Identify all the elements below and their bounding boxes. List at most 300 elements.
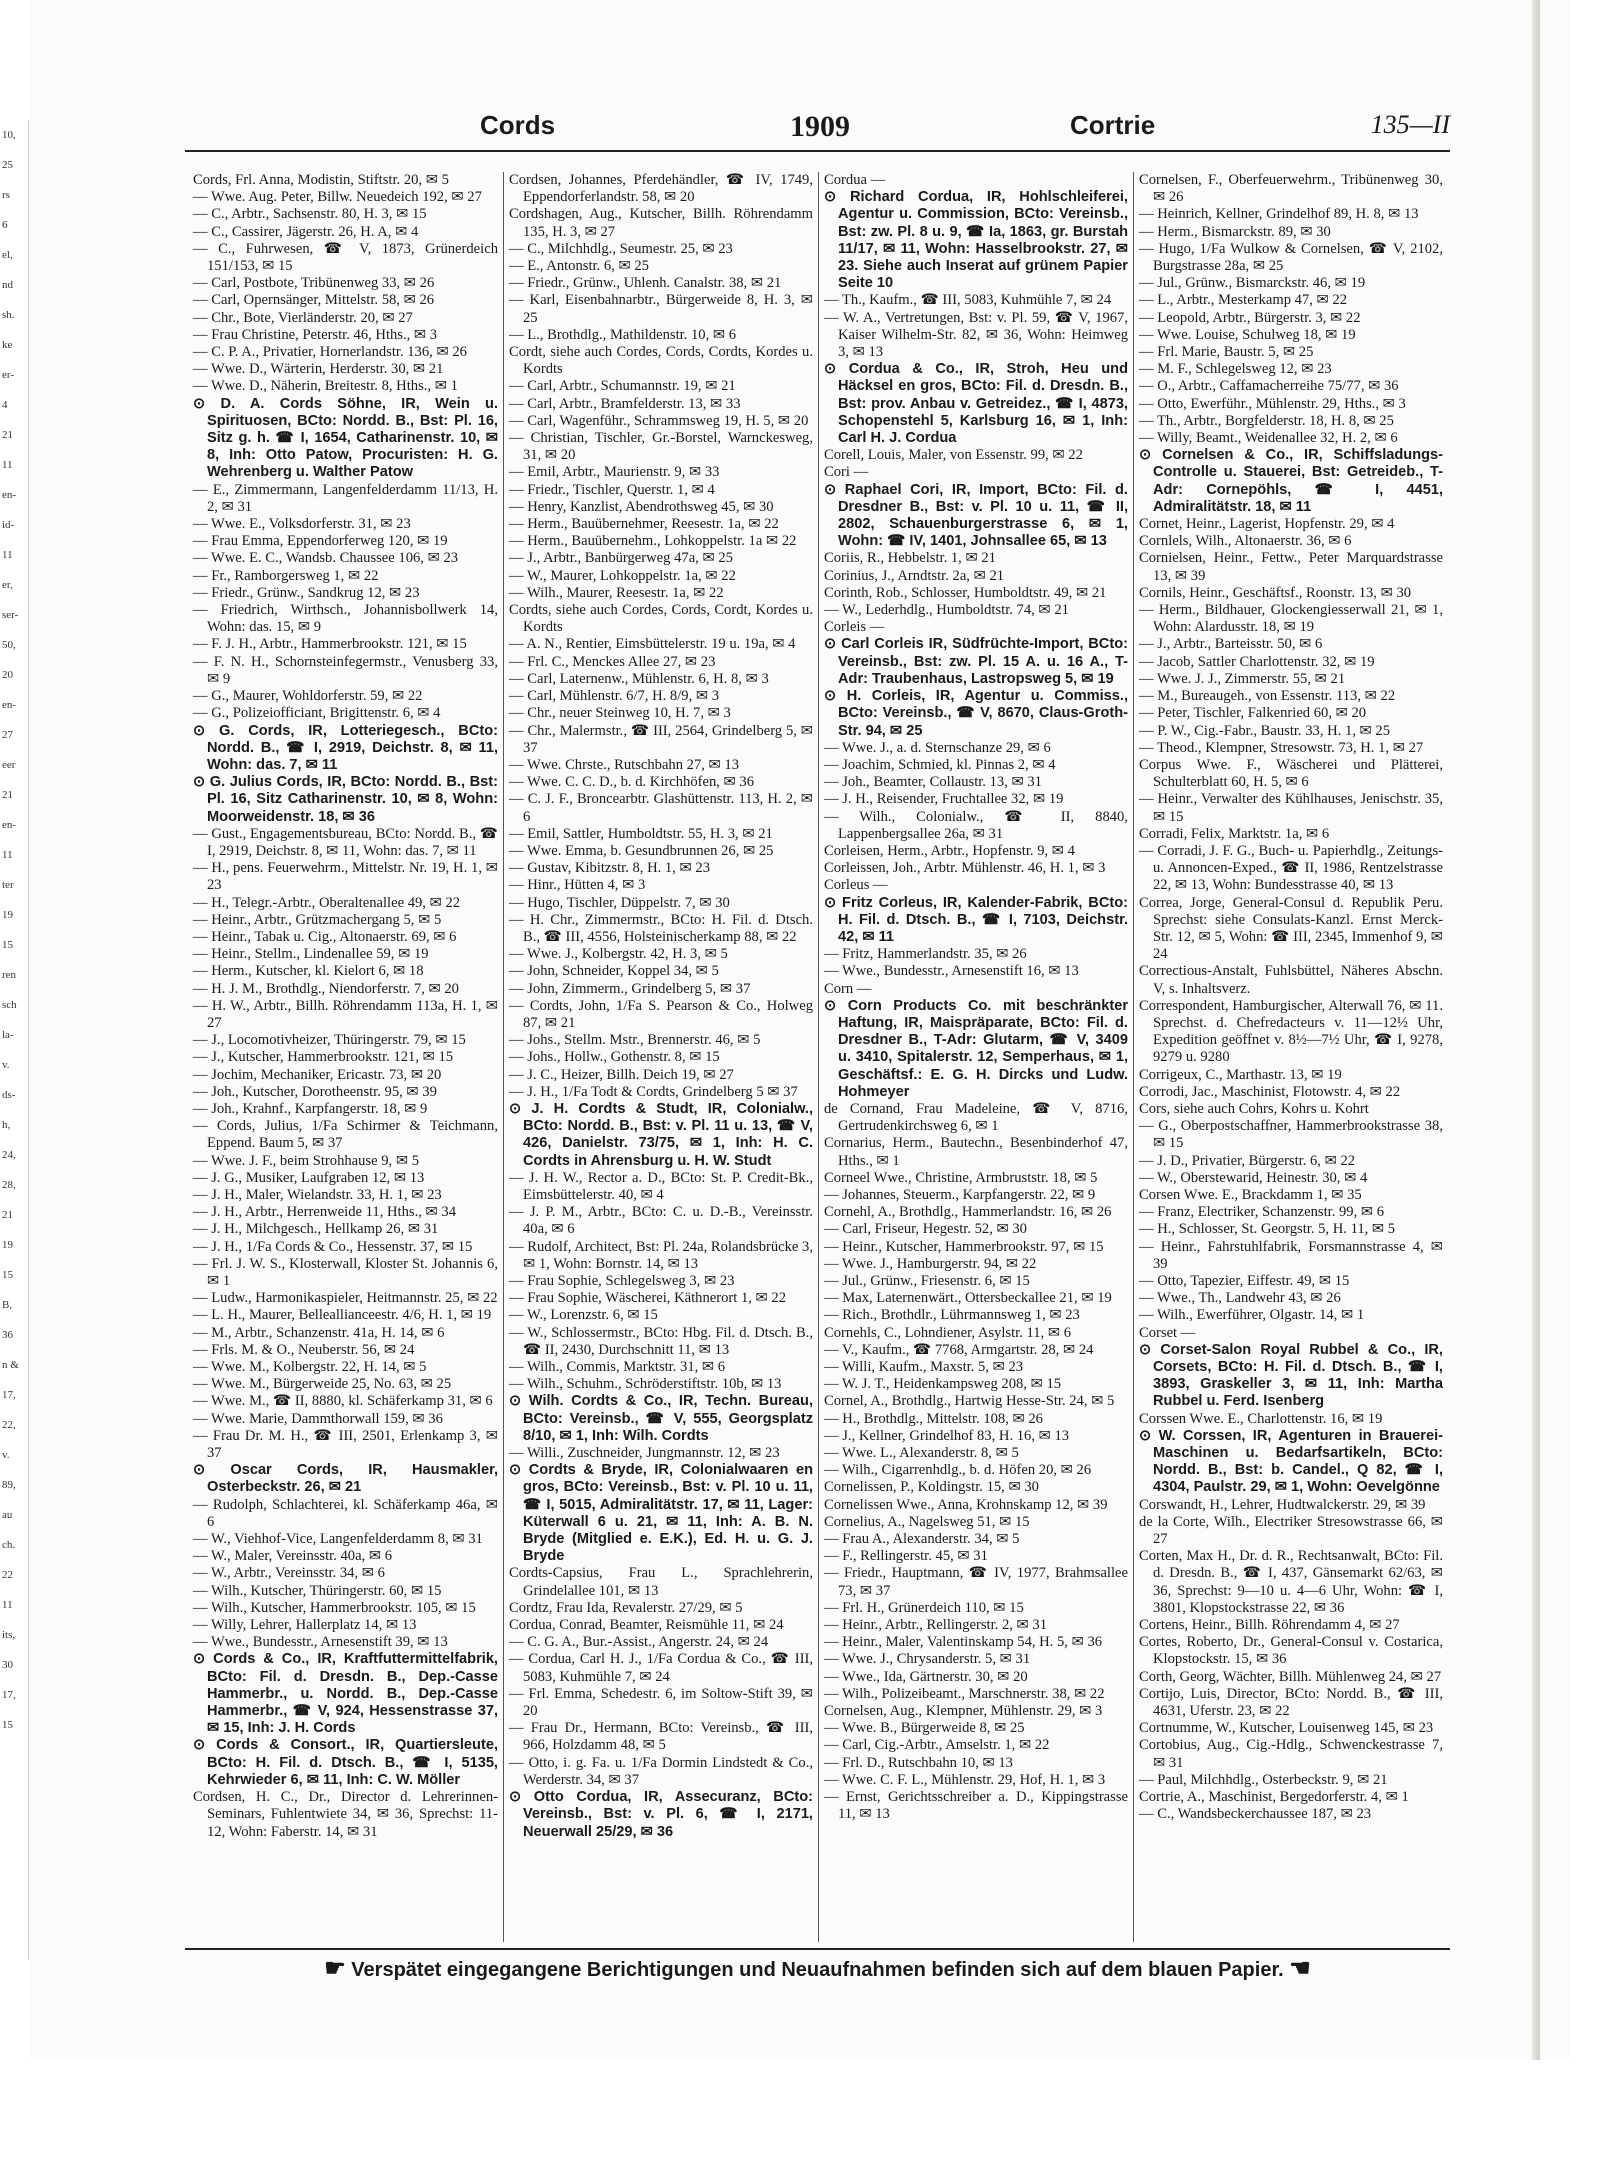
directory-entry: ⊙ W. Corssen, IR, Agenturen in Brauerei-Maschinen u. Bedarfsartikeln, BCto: Nordd. B., Bst: b. Candel., Q 82, ☎ I, 4304, Paulstr. 29, ✉ 1, Wohn: Oevelgönne bbox=[1139, 1427, 1443, 1496]
directory-entry: — J. H., 1/Fa Todt & Cordts, Grindelberg 5 ✉ 37 bbox=[509, 1083, 798, 1100]
directory-entry: — C., Cassirer, Jägerstr. 26, H. A, ✉ 4 bbox=[193, 223, 419, 240]
directory-entry: — Wwe. E., Volksdorferstr. 31, ✉ 23 bbox=[193, 516, 411, 533]
directory-entry: — Chr., neuer Steinweg 10, H. 7, ✉ 3 bbox=[509, 705, 731, 722]
page-number: 135—II bbox=[1370, 110, 1450, 139]
directory-entry: ⊙ Raphael Cori, IR, Import, BCto: Fil. d. Dresdner B., Bst: v. Pl. 10 u. 11, ☎ II, 2802, Schauenburgerstrasse 6, ✉ 1, Wohn: ☎ IV, 1401, Johnsallee 65, ✉ 13 bbox=[824, 481, 1128, 550]
directory-entry: — Frau Dr. M. H., ☎ III, 2501, Erlenkamp 3, ✉ 37 bbox=[193, 1427, 498, 1462]
directory-entry: — Heinr., Fahrstuhlfabrik, Forsmannstrasse 4, ✉ 39 bbox=[1139, 1238, 1443, 1272]
previous-page-fragment: 22, bbox=[2, 1419, 16, 1431]
directory-entry: — Wwe. Emma, b. Gesundbrunnen 26, ✉ 25 bbox=[509, 842, 774, 859]
directory-entry: — Wwe. D., Wärterin, Herderstr. 30, ✉ 21 bbox=[193, 361, 444, 378]
directory-entry: Cordtz, Frau Ida, Revalerstr. 27/29, ✉ 5 bbox=[509, 1599, 743, 1616]
directory-entry: — Wwe. J. F., beim Strohhause 9, ✉ 5 bbox=[193, 1152, 420, 1169]
directory-entry: — Carl, Arbtr., Bramfelderstr. 13, ✉ 33 bbox=[509, 395, 741, 412]
previous-page-edge bbox=[0, 120, 29, 1960]
directory-entry: Cordsen, Johannes, Pferdehändler, ☎ IV, 1749, Eppendorferlandstr. 58, ✉ 20 bbox=[509, 172, 813, 206]
directory-entry: — H. Chr., Zimmermstr., BCto: H. Fil. d. Dtsch. B., ☎ III, 4556, Holsteinischerkamp 88, ✉ 22 bbox=[509, 911, 813, 945]
directory-entry: — J., Kellner, Grindelhof 83, H. 16, ✉ 13 bbox=[824, 1427, 1070, 1444]
directory-entry: — Wwe. C. F. L., Mühlenstr. 29, Hof, H. 1, ✉ 3 bbox=[824, 1771, 1106, 1788]
previous-page-fragment: sh. bbox=[2, 309, 15, 321]
directory-entry: Cordts, siehe auch Cordes, Cords, Cordt, Kordes u. Kordts bbox=[509, 602, 813, 636]
directory-entry: ⊙ J. H. Cordts & Studt, IR, Colonialw., BCto: Nordd. B., Bst: v. Pl. 11 u. 13, ☎ V, 426, Danielstr. 73/75, ✉ 1, Inh: H. C. Cordts in Ahrensburg u. H. W. Studt bbox=[509, 1100, 813, 1169]
directory-entry: — Hugo, 1/Fa Wulkow & Cornelsen, ☎ V, 2102, Burgstrasse 28a, ✉ 25 bbox=[1139, 240, 1443, 275]
directory-entry: — Otto, i. g. Fa. u. 1/Fa Dormin Lindstedt & Co., Werderstr. 34, ✉ 37 bbox=[509, 1754, 813, 1788]
previous-page-fragment: 28, bbox=[2, 1179, 16, 1191]
previous-page-fragment: 11 bbox=[2, 549, 13, 561]
directory-entry: — Wwe., Th., Landwehr 43, ✉ 26 bbox=[1139, 1290, 1341, 1307]
directory-entry: — Frl. H., Grünerdeich 110, ✉ 15 bbox=[824, 1599, 1024, 1616]
previous-page-fragment: 15 bbox=[2, 1269, 13, 1281]
directory-entry: — M. F., Schlegelsweg 12, ✉ 23 bbox=[1139, 361, 1332, 378]
directory-entry: — Wwe. J. J., Zimmerstr. 55, ✉ 21 bbox=[1139, 670, 1346, 687]
directory-entry: Corrodi, Jac., Maschinist, Flotowstr. 4, ✉ 22 bbox=[1139, 1083, 1401, 1100]
directory-entry: Corten, Max H., Dr. d. R., Rechtsanwalt, BCto: Fil. d. Dresdn. B., ☎ I, 437, Gänsemarkt 62/63, ✉ 36, Sprechst: 9—10 u. 4—6 Uhr, Wohn: ☎ I, 3801, Klopstockstrasse 22, ✉ 36 bbox=[1139, 1548, 1443, 1616]
directory-entry: — Jacob, Sattler Charlottenstr. 32, ✉ 19 bbox=[1139, 653, 1375, 670]
directory-entry: Corrigeux, C., Marthastr. 13, ✉ 19 bbox=[1139, 1066, 1342, 1083]
previous-page-fragment: B, bbox=[2, 1299, 13, 1311]
directory-entry: — M., Bureaugeh., von Essenstr. 113, ✉ 22 bbox=[1139, 688, 1396, 705]
directory-entry: ⊙ Cordts & Bryde, IR, Colonialwaaren en gros, BCto: Vereinsb., Bst: v. Pl. 10 u. 11, ☎ I, 5015, Admiralitätstr. 17, ✉ 11, Lager: Küterwall 6 u. 21, ✉ 11, Inh: A. B. N. Bryde (Mitglied e. E.K.), Ed. H. u. G. J. Bryde bbox=[509, 1462, 813, 1565]
directory-entry: — Carl, Postbote, Tribünenweg 33, ✉ 26 bbox=[193, 275, 435, 292]
directory-entry: — Carl, Mühlenstr. 6/7, H. 8/9, ✉ 3 bbox=[509, 688, 720, 705]
directory-entry: — Frau Sophie, Schlegelsweg 3, ✉ 23 bbox=[509, 1273, 735, 1289]
directory-entry: Corell, Louis, Maler, von Essenstr. 99, ✉ 22 bbox=[824, 447, 1083, 464]
directory-entry: — Frau Christine, Peterstr. 46, Hths., ✉ 3 bbox=[193, 326, 438, 343]
directory-entry: — Wwe. M., ☎ II, 8880, kl. Schäferkamp 31, ✉ 6 bbox=[193, 1393, 493, 1410]
directory-entry: Correctious-Anstalt, Fuhlsbüttel, Näheres Abschn. V, s. Inhaltsverz. bbox=[1139, 963, 1443, 997]
directory-entry: ⊙ Fritz Corleus, IR, Kalender-Fabrik, BCto: H. Fil. d. Dtsch. B., ☎ I, 7103, Deichstr. 42, ✉ 11 bbox=[824, 894, 1128, 945]
directory-entry: — Heinr., Verwalter des Kühlhauses, Jenischstr. 35, ✉ 15 bbox=[1139, 791, 1443, 825]
directory-entry: — Wwe., Bundesstr., Arnesenstift 16, ✉ 13 bbox=[824, 963, 1079, 980]
directory-entry: — J., Locomotivheizer, Thüringerstr. 79, ✉ 15 bbox=[193, 1032, 466, 1049]
previous-page-fragment: 21 bbox=[2, 429, 13, 441]
directory-entry: — G., Polizeiofficiant, Brigittenstr. 6, ✉ 4 bbox=[193, 705, 441, 722]
directory-entry: — Jochim, Mechaniker, Ericastr. 73, ✉ 20 bbox=[193, 1066, 442, 1083]
directory-entry: Coriis, R., Hebbelstr. 1, ✉ 21 bbox=[824, 550, 996, 567]
directory-entry: Corsen Wwe. E., Brackdamm 1, ✉ 35 bbox=[1139, 1186, 1362, 1203]
previous-page-fragment: id- bbox=[2, 519, 15, 531]
directory-entry: Cornlels, Wilh., Altonaerstr. 36, ✉ 6 bbox=[1139, 533, 1352, 550]
directory-entry: — Jul., Grünw., Bismarckstr. 46, ✉ 19 bbox=[1139, 275, 1366, 292]
directory-entry: — Friedr., Hauptmann, ☎ IV, 1977, Brahmsallee 73, ✉ 37 bbox=[824, 1565, 1128, 1599]
directory-entry: ⊙ Cords & Co., IR, Kraftfuttermittelfabrik, BCto: Fil. d. Dresdn. B., Dep.-Casse Hammerbr., u. Nordd. B., Dep.-Casse Hammerbr., ☎ V, 924, Hessenstrasse 37, ✉ 15, Inh: J. H. Cords bbox=[193, 1651, 498, 1737]
previous-page-fragment: 30 bbox=[2, 1659, 13, 1671]
previous-page-fragment: en- bbox=[2, 699, 17, 711]
directory-entry: — J. H., 1/Fa Cords & Co., Hessenstr. 37, ✉ 15 bbox=[193, 1238, 473, 1255]
directory-entry: Cornils, Heinr., Geschäftsf., Roonstr. 13, ✉ 30 bbox=[1139, 584, 1412, 601]
previous-page-fragment: 19 bbox=[2, 1239, 13, 1251]
directory-entry: — W., Schlossermstr., BCto: Hbg. Fil. d. Dtsch. B., ☎ II, 2430, Durchschnitt 11, ✉ 13 bbox=[509, 1324, 813, 1358]
previous-page-fragment: nd bbox=[2, 279, 13, 291]
column-1 bbox=[188, 172, 503, 1942]
directory-entry: Cornehls, C., Lohndiener, Asylstr. 11, ✉ 6 bbox=[824, 1324, 1072, 1341]
directory-entry: — Wwe. J., Hamburgerstr. 94, ✉ 22 bbox=[824, 1255, 1037, 1272]
directory-entry: — W., Maler, Vereinsstr. 40a, ✉ 6 bbox=[193, 1548, 393, 1565]
directory-entry: — Willi., Zuschneider, Jungmannstr. 12, ✉ 23 bbox=[509, 1445, 780, 1462]
directory-entry: — Wwe. C. C. D., b. d. Kirchhöfen, ✉ 36 bbox=[509, 774, 755, 791]
previous-page-fragment: ser- bbox=[2, 609, 19, 621]
directory-entry: — Fritz, Hammerlandstr. 35, ✉ 26 bbox=[824, 946, 1027, 963]
previous-page-fragment: 24, bbox=[2, 1149, 16, 1161]
directory-entry: — Carl, Friseur, Hegestr. 52, ✉ 30 bbox=[824, 1221, 1027, 1238]
directory-entry: — Willy, Beamt., Weidenallee 32, H. 2, ✉ 6 bbox=[1139, 430, 1398, 447]
directory-entry: — C. P. A., Privatier, Hornerlandstr. 136, ✉ 26 bbox=[193, 344, 467, 361]
directory-entry: — Herm., Bauübernehm., Lohkoppelstr. 1a ✉ 22 bbox=[509, 533, 797, 550]
directory-entry: — Hinr., Hütten 4, ✉ 3 bbox=[509, 877, 646, 894]
directory-entry: Cordsen, H. C., Dr., Director d. Lehrerinnen-Seminars, Fuhlentwiete 34, ✉ 36, Sprechst: 11-12, Wohn: Faberstr. 14, ✉ 31 bbox=[193, 1789, 498, 1840]
directory-entry: — Wwe. J., Kolbergstr. 42, H. 3, ✉ 5 bbox=[509, 946, 728, 963]
directory-entry: Cortijo, Luis, Director, BCto: Nordd. B., ☎ III, 4631, Uferstr. 23, ✉ 22 bbox=[1139, 1685, 1443, 1720]
directory-entry: Corinius, J., Arndtstr. 2a, ✉ 21 bbox=[824, 567, 1005, 584]
previous-page-fragment: sch bbox=[2, 999, 17, 1011]
directory-entry: — Th., Arbtr., Borgfelderstr. 18, H. 8, ✉ 25 bbox=[1139, 412, 1394, 429]
previous-page-fragment: 15 bbox=[2, 939, 13, 951]
previous-page-fragment: rs bbox=[2, 189, 10, 201]
directory-entry: Cornielsen, Heinr., Fettw., Peter Marquardstrasse 13, ✉ 39 bbox=[1139, 550, 1443, 584]
directory-entry: — Carl, Cig.-Arbtr., Amselstr. 1, ✉ 22 bbox=[824, 1737, 1050, 1754]
directory-entry: — A. N., Rentier, Eimsbüttelerstr. 19 u. 19a, ✉ 4 bbox=[509, 636, 796, 653]
directory-entry: — G., Maurer, Wohldorferstr. 59, ✉ 22 bbox=[193, 688, 423, 705]
directory-entry: — Corradi, J. F. G., Buch- u. Papierhdlg., Zeitungs- u. Annoncen-Exped., ☎ II, 1986, Rentzelstrasse 22, ✉ 13, Wohn: Bundesstrasse 40, ✉ 13 bbox=[1139, 842, 1443, 894]
previous-page-fragment: 89, bbox=[2, 1479, 16, 1491]
directory-entry: — Max, Laternenwärt., Ottersbeckallee 21, ✉ 19 bbox=[824, 1290, 1112, 1307]
directory-entry: — Herm., Bismarckstr. 89, ✉ 30 bbox=[1139, 223, 1331, 240]
directory-entry: — Frau Dr., Hermann, BCto: Vereinsb., ☎ III, 966, Holzdamm 48, ✉ 5 bbox=[509, 1720, 813, 1754]
directory-entry: — Wwe. E. C., Wandsb. Chaussee 106, ✉ 23 bbox=[193, 550, 459, 567]
previous-page-fragment: 6 bbox=[2, 219, 8, 231]
directory-entry: Correa, Jorge, General-Consul d. Republik Peru. Sprechst: siehe Consulats-Kanzl. Ernst Merck-Str. 12, ✉ 5, Wohn: ☎ III, 2345, Immenhof 9, ✉ 24 bbox=[1139, 894, 1443, 963]
directory-entry: — L., Brothdlg., Mathildenstr. 10, ✉ 6 bbox=[509, 326, 737, 343]
directory-entry: — John, Schneider, Koppel 34, ✉ 5 bbox=[509, 963, 719, 980]
directory-entry: — Frau A., Alexanderstr. 34, ✉ 5 bbox=[824, 1531, 1020, 1548]
directory-entry: — Wwe. B., Bürgerweide 8, ✉ 25 bbox=[824, 1720, 1025, 1737]
directory-entry: — Fr., Ramborgersweg 1, ✉ 22 bbox=[193, 567, 379, 584]
pointing-hand-icon: ☚ bbox=[1289, 1955, 1311, 1982]
directory-entry: — J., Kutscher, Hammerbrookstr. 121, ✉ 15 bbox=[193, 1049, 454, 1066]
directory-entry: ⊙ Cordua & Co., IR, Stroh, Heu und Häcksel en gros, BCto: Fil. d. Dresdn. B., Bst: prov. Anbau v. Getreidez., ☎ I, 4873, Schopenstehl 5, Karlsburg 16, ✉ 1, Inh: Carl H. J. Cordua bbox=[824, 361, 1128, 447]
directory-entry: — Friedr., Tischler, Querstr. 1, ✉ 4 bbox=[509, 481, 715, 498]
directory-entry: — Heinr., Stellm., Lindenallee 59, ✉ 19 bbox=[193, 946, 429, 963]
directory-entry: — C., Wandsbeckerchaussee 187, ✉ 23 bbox=[1139, 1806, 1372, 1823]
directory-entry: — Johs., Stellm. Mstr., Brennerstr. 46, ✉ 5 bbox=[509, 1032, 761, 1049]
directory-entry: Cors, siehe auch Cohrs, Kohrs u. Kohrt bbox=[1139, 1100, 1369, 1117]
previous-page-fragment: 20 bbox=[2, 669, 13, 681]
footer-text: Verspätet eingegangene Berichtigungen und Neuaufnahmen befinden sich auf dem blauen Papier. bbox=[351, 1959, 1284, 1981]
directory-entry: Cornelissen Wwe., Anna, Krohnskamp 12, ✉ 39 bbox=[824, 1496, 1108, 1513]
directory-entry: — P. W., Cig.-Fabr., Baustr. 33, H. 1, ✉ 25 bbox=[1139, 722, 1391, 739]
directory-entry: — G., Oberpostschaffner, Hammerbrookstrasse 38, ✉ 15 bbox=[1139, 1118, 1443, 1152]
directory-entry: — W., Arbtr., Vereinsstr. 34, ✉ 6 bbox=[193, 1565, 385, 1582]
directory-entry: — Hugo, Tischler, Düppelstr. 7, ✉ 30 bbox=[509, 894, 730, 911]
directory-entry: ⊙ D. A. Cords Söhne, IR, Wein u. Spirituosen, BCto: Nordd. B., Bst: Pl. 16, Sitz g. h. ☎ I, 1654, Catharinenstr. 10, ✉ 8, Inh: Otto Patow, Procuristen: H. G. Wehrenberg u. Walther Patow bbox=[193, 395, 498, 481]
previous-page-fragment: er, bbox=[2, 579, 13, 591]
directory-entry: Corneel Wwe., Christine, Armbruststr. 18, ✉ 5 bbox=[824, 1169, 1098, 1186]
previous-page-fragment: 36 bbox=[2, 1329, 13, 1341]
column-3 bbox=[818, 172, 1133, 1942]
column-2 bbox=[503, 172, 818, 1942]
previous-page-fragment: v. bbox=[2, 1059, 10, 1071]
directory-entry: — Willi, Kaufm., Maxstr. 5, ✉ 23 bbox=[824, 1359, 1024, 1376]
previous-page-fragment: 25 bbox=[2, 159, 13, 171]
directory-entry: — Carl, Laternenw., Mühlenstr. 6, H. 8, ✉ 3 bbox=[509, 670, 769, 687]
previous-page-fragment: en- bbox=[2, 819, 17, 831]
directory-entry: ⊙ Oscar Cords, IR, Hausmakler, Osterbeckstr. 26, ✉ 21 bbox=[193, 1462, 498, 1496]
directory-entry: Cornarius, Herm., Bautechn., Besenbinderhof 47, Hths., ✉ 1 bbox=[824, 1135, 1128, 1169]
previous-page-fragment: ch. bbox=[2, 1539, 16, 1551]
directory-entry: — Wwe. M., Kolbergstr. 22, H. 14, ✉ 5 bbox=[193, 1359, 427, 1376]
directory-entry: — Wwe. Chrste., Rutschbahn 27, ✉ 13 bbox=[509, 756, 740, 773]
directory-entry: — Wwe. M., Bürgerweide 25, No. 63, ✉ 25 bbox=[193, 1376, 452, 1393]
directory-entry: — J., Arbtr., Barteisstr. 50, ✉ 6 bbox=[1139, 636, 1323, 653]
directory-entry: Cortrie, A., Maschinist, Bergedorferstr. 4, ✉ 1 bbox=[1139, 1789, 1409, 1806]
previous-page-fragment: en- bbox=[2, 489, 17, 501]
previous-page-fragment: 15 bbox=[2, 1719, 13, 1731]
directory-entry: — H. J. M., Brothdlg., Niendorferstr. 7, ✉ 20 bbox=[193, 980, 459, 997]
directory-entry: ⊙ Corn Products Co. mit beschränkter Haftung, IR, Maispräparate, BCto: Fil. d. Dresdner B., T-Adr: Glutarm, ☎ V, 3409 u. 3410, Spitalerstr. 12, Semperhaus, ✉ 1, Geschäftsf.: E. G. H. Dircks und Ludw. Hohmeyer bbox=[824, 997, 1128, 1100]
directory-entry: — J. C., Heizer, Billh. Deich 19, ✉ 27 bbox=[509, 1066, 734, 1083]
directory-entry: — Emil, Sattler, Humboldtstr. 55, H. 3, ✉ 21 bbox=[509, 825, 773, 842]
directory-entry: Corleissen, Joh., Arbtr. Mühlenstr. 46, H. 1, ✉ 3 bbox=[824, 860, 1106, 877]
directory-entry: — C., Milchhdlg., Seumestr. 25, ✉ 23 bbox=[509, 240, 733, 257]
directory-entry: — Wilh., Cigarrenhdlg., b. d. Höfen 20, ✉ 26 bbox=[824, 1462, 1092, 1479]
directory-entry: — W., Lederhdlg., Humboldtstr. 74, ✉ 21 bbox=[824, 602, 1069, 619]
directory-entry: — J. G., Musiker, Laufgraben 12, ✉ 13 bbox=[193, 1169, 425, 1186]
directory-entry: — Frau Emma, Eppendorferweg 120, ✉ 19 bbox=[193, 533, 448, 550]
directory-entry: — Willy, Lehrer, Hallerplatz 14, ✉ 13 bbox=[193, 1617, 417, 1634]
directory-entry: — Wilh., Colonialw., ☎ II, 8840, Lappenbergsallee 26a, ✉ 31 bbox=[824, 808, 1128, 842]
directory-entry: Cornet, Heinr., Lagerist, Hopfenstr. 29, ✉ 4 bbox=[1139, 516, 1395, 533]
directory-entry: — Leopold, Arbtr., Bürgerstr. 3, ✉ 22 bbox=[1139, 309, 1361, 326]
directory-entry: — Joh., Kutscher, Dorotheenstr. 95, ✉ 39 bbox=[193, 1083, 437, 1100]
directory-entry: — Herm., Bauübernehmer, Reesestr. 1a, ✉ 22 bbox=[509, 516, 779, 533]
directory-entry: ⊙ Corset-Salon Royal Rubbel & Co., IR, Corsets, BCto: H. Fil. d. Dtsch. B., ☎ I, 3893, Graskeller 3, ✉ 11, Inh: Martha Rubbel u. Ferd. Isenberg bbox=[1139, 1341, 1443, 1410]
directory-entry: — Frl. Marie, Baustr. 5, ✉ 25 bbox=[1139, 344, 1314, 361]
directory-entry: Cordshagen, Aug., Kutscher, Billh. Röhrendamm 135, H. 3, ✉ 27 bbox=[509, 206, 813, 240]
directory-entry: — Frls. M. & O., Neuberstr. 56, ✉ 24 bbox=[193, 1341, 415, 1358]
directory-entry: — Johs., Hollw., Gothenstr. 8, ✉ 15 bbox=[509, 1049, 720, 1066]
previous-page-fragment: 17, bbox=[2, 1689, 16, 1701]
directory-entry: — E., Antonstr. 6, ✉ 25 bbox=[509, 258, 649, 275]
directory-entry: — W., Oberstewarid, Heinestr. 30, ✉ 4 bbox=[1139, 1169, 1368, 1186]
previous-page-fragment: 27 bbox=[2, 729, 13, 741]
directory-entry: — Wilh., Kutscher, Thüringerstr. 60, ✉ 15 bbox=[193, 1582, 442, 1599]
directory-entry: Corleis — bbox=[824, 619, 885, 636]
previous-page-fragment: 21 bbox=[2, 789, 13, 801]
directory-entry: — Heinr., Maler, Valentinskamp 54, H. 5, ✉ 36 bbox=[824, 1634, 1103, 1651]
directory-entry: de Cornand, Frau Madeleine, ☎ V, 8716, Gertrudenkirchsweg 6, ✉ 1 bbox=[824, 1100, 1128, 1135]
footer-notice bbox=[185, 1952, 1450, 1986]
directory-entry: — V., Kaufm., ☎ 7768, Armgartstr. 28, ✉ 24 bbox=[824, 1341, 1094, 1358]
previous-page-fragment: ke bbox=[2, 339, 13, 351]
directory-entry: — Th., Kaufm., ☎ III, 5083, Kuhmühle 7, ✉ 24 bbox=[824, 292, 1112, 309]
directory-entry: Cords, Frl. Anna, Modistin, Stiftstr. 20, ✉ 5 bbox=[193, 172, 449, 188]
pointing-hand-icon: ☛ bbox=[324, 1955, 346, 1982]
directory-entry: — Cordts, John, 1/Fa S. Pearson & Co., Holweg 87, ✉ 21 bbox=[509, 997, 813, 1031]
directory-entry: ⊙ Richard Cordua, IR, Hohlschleiferei, Agentur u. Commission, BCto: Vereinsb., Bst: zw. Pl. 8 u. 9, ☎ Ia, 1863, gr. Burstah 11/17, ✉ 11, Wohn: Hasselbrookstr. 27, ✉ 23. Siehe auch Inserat auf grünem Papier Seite 10 bbox=[824, 189, 1128, 292]
previous-page-fragment: n & bbox=[2, 1359, 19, 1371]
directory-entry: — Jul., Grünw., Friesenstr. 6, ✉ 15 bbox=[824, 1273, 1030, 1289]
directory-entry: — Frl. Emma, Schedestr. 6, im Soltow-Stift 39, ✉ 20 bbox=[509, 1685, 813, 1720]
directory-entry: Cornel, A., Brothdlg., Hartwig Hesse-Str. 24, ✉ 5 bbox=[824, 1393, 1115, 1410]
directory-entry: — F. J. H., Arbtr., Hammerbrookstr. 121, ✉ 15 bbox=[193, 636, 467, 653]
directory-entry: — Friedr., Grünw., Uhlenh. Canalstr. 38, ✉ 21 bbox=[509, 275, 782, 292]
directory-entry: — Friedr., Grünw., Sandkrug 12, ✉ 23 bbox=[193, 584, 420, 601]
directory-entry: Corth, Georg, Wächter, Billh. Mühlenweg 24, ✉ 27 bbox=[1139, 1668, 1442, 1685]
directory-entry: — E., Zimmermann, Langenfelderdamm 11/13, H. 2, ✉ 31 bbox=[193, 481, 498, 515]
directory-entry: — Joh., Krahnf., Karpfangerstr. 18, ✉ 9 bbox=[193, 1100, 428, 1117]
previous-page-fragment: 4 bbox=[2, 399, 8, 411]
previous-page-fragment: ter bbox=[2, 879, 14, 891]
footer-rule bbox=[185, 1948, 1450, 1950]
previous-page-fragment: au bbox=[2, 1509, 13, 1521]
directory-entry: — Friedrich, Wirthsch., Johannisbollwerk 14, Wohn: das. 15, ✉ 9 bbox=[193, 602, 498, 636]
directory-entry: — Wwe. Louise, Schulweg 18, ✉ 19 bbox=[1139, 326, 1356, 343]
directory-entry: — Paul, Milchhdlg., Osterbeckstr. 9, ✉ 21 bbox=[1139, 1771, 1388, 1788]
directory-entry: — Ernst, Gerichtsschreiber a. D., Kippingstrasse 11, ✉ 13 bbox=[824, 1789, 1128, 1823]
directory-entry: Cornelissen, P., Koldingstr. 15, ✉ 30 bbox=[824, 1479, 1039, 1496]
directory-entry: — Chr., Bote, Vierländerstr. 20, ✉ 27 bbox=[193, 309, 413, 326]
directory-entry: Cortens, Heinr., Billh. Röhrendamm 4, ✉ 27 bbox=[1139, 1617, 1400, 1634]
directory-entry: — Franz, Electriker, Schanzenstr. 99, ✉ 6 bbox=[1139, 1204, 1385, 1221]
previous-page-fragment: el, bbox=[2, 249, 13, 261]
directory-entry: — Peter, Tischler, Falkenried 60, ✉ 20 bbox=[1139, 705, 1367, 722]
directory-entry: Cori — bbox=[824, 464, 869, 481]
directory-entry: — Wwe. D., Näherin, Breitestr. 8, Hths., ✉ 1 bbox=[193, 378, 458, 395]
directory-entry: — Karl, Eisenbahnarbtr., Bürgerweide 8, H. 3, ✉ 25 bbox=[509, 292, 813, 326]
previous-page-fragment: 11 bbox=[2, 1599, 13, 1611]
page-shadow bbox=[1532, 0, 1540, 2060]
directory-entry: — Henry, Kanzlist, Abendrothsweg 45, ✉ 30 bbox=[509, 498, 774, 515]
directory-entry: — W. J. T., Heidenkampsweg 208, ✉ 15 bbox=[824, 1376, 1062, 1393]
directory-entry: — Herm., Bildhauer, Glockengiesserwall 21, ✉ 1, Wohn: Alardusstr. 18, ✉ 19 bbox=[1139, 602, 1443, 636]
directory-entry: — C., Fuhrwesen, ☎ V, 1873, Grünerdeich 151/153, ✉ 15 bbox=[193, 240, 498, 275]
directory-entry: — H., Brothdlg., Mittelstr. 108, ✉ 26 bbox=[824, 1410, 1043, 1427]
directory-entry: — J. P. M., Arbtr., BCto: C. u. D.-B., Vereinsstr. 40a, ✉ 6 bbox=[509, 1204, 813, 1238]
directory-entry: — Gust., Engagementsbureau, BCto: Nordd. B., ☎ I, 2919, Deichstr. 8, ✉ 11, Wohn: das. 7, ✉ 11 bbox=[193, 825, 498, 859]
directory-entry: — W., Lorenzstr. 6, ✉ 15 bbox=[509, 1307, 658, 1324]
directory-entry: ⊙ Cornelsen & Co., IR, Schiffsladungs-Controlle u. Stauerei, Bst: Getreideb., T-Adr: Cornepöhls, ☎ I, 4451, Admiralitätstr. 18, ✉ 11 bbox=[1139, 447, 1443, 515]
directory-entry: — H. W., Arbtr., Billh. Röhrendamm 113a, H. 1, ✉ 27 bbox=[193, 997, 498, 1031]
page-header bbox=[150, 110, 1450, 150]
directory-entry: — L. H., Maurer, Belleallianceestr. 4/6, H. 1, ✉ 19 bbox=[193, 1307, 492, 1324]
directory-entry: — O., Arbtr., Caffamacherreihe 75/77, ✉ 36 bbox=[1139, 378, 1399, 395]
directory-entry: — J. H., Milchgesch., Hellkamp 26, ✉ 31 bbox=[193, 1221, 439, 1238]
directory-entry: Cornelsen, Aug., Klempner, Mühlenstr. 29, ✉ 3 bbox=[824, 1703, 1103, 1720]
previous-page-fragment: er- bbox=[2, 369, 14, 381]
directory-entry: Cordts-Capsius, Frau L., Sprachlehrerin, Grindelallee 101, ✉ 13 bbox=[509, 1565, 813, 1599]
directory-entry: ⊙ Otto Cordua, IR, Assecuranz, BCto: Vereinsb., Bst: v. Pl. 6, ☎ I, 2171, Neuerwall 25/29, ✉ 36 bbox=[509, 1789, 813, 1840]
directory-entry: — Wilh., Commis, Marktstr. 31, ✉ 6 bbox=[509, 1359, 726, 1376]
directory-entry: Cordua — bbox=[824, 172, 886, 188]
directory-entry: — Rudolf, Architect, Bst: Pl. 24a, Rolandsbrücke 3, ✉ 1, Wohn: Bornstr. 14, ✉ 13 bbox=[509, 1238, 814, 1272]
directory-entry: Corleus — bbox=[824, 877, 888, 894]
directory-entry: de la Corte, Wilh., Electriker Stresowstrasse 66, ✉ 27 bbox=[1139, 1513, 1443, 1548]
header-year: 1909 bbox=[790, 110, 850, 143]
directory-entry: — John, Zimmerm., Grindelberg 5, ✉ 37 bbox=[509, 980, 751, 997]
directory-entry: ⊙ Cords & Consort., IR, Quartiersleute, BCto: H. Fil. d. Dtsch. B., ☎ I, 5135, Kehrwieder 6, ✉ 11, Inh: C. W. Möller bbox=[193, 1737, 498, 1788]
directory-entry: — H., pens. Feuerwehrm., Mittelstr. Nr. 19, H. 1, ✉ 23 bbox=[193, 860, 498, 894]
directory-entry: ⊙ Wilh. Cordts & Co., IR, Techn. Bureau, BCto: Vereinsb., ☎ V, 555, Georgsplatz 8/10, ✉ 1, Inh: Wilh. Cordts bbox=[509, 1393, 813, 1444]
directory-entry: — Cords, Julius, 1/Fa Schirmer & Teichmann, Eppend. Baum 5, ✉ 37 bbox=[193, 1118, 498, 1152]
directory-entry: — Heinr., Arbtr., Rellingerstr. 2, ✉ 31 bbox=[824, 1617, 1048, 1634]
directory-entry: — M., Arbtr., Schanzenstr. 41a, H. 14, ✉ 6 bbox=[193, 1324, 445, 1341]
previous-page-fragment: 22 bbox=[2, 1569, 13, 1581]
directory-entry: Corinth, Rob., Schlosser, Humboldtstr. 49, ✉ 21 bbox=[824, 584, 1107, 601]
directory-entry: — Rich., Brothdlr., Lührmannsweg 1, ✉ 23 bbox=[824, 1307, 1080, 1324]
directory-entry: — Frl. C., Menckes Allee 27, ✉ 23 bbox=[509, 653, 716, 670]
directory-entry: — Frau Sophie, Wäscherei, Käthnerort 1, ✉ 22 bbox=[509, 1290, 787, 1307]
directory-entry: Cornelsen, F., Oberfeuerwehrm., Tribünenweg 30, ✉ 26 bbox=[1139, 172, 1443, 206]
directory-entry: — J. H. W., Rector a. D., BCto: St. P. Credit-Bk., Eimsbüttelerstr. 40, ✉ 4 bbox=[509, 1169, 813, 1203]
previous-page-fragment: 17, bbox=[2, 1389, 16, 1401]
directory-entry: — Frl. J. W. S., Klosterwall, Kloster St. Johannis 6, ✉ 1 bbox=[193, 1255, 498, 1289]
directory-entry: — Christian, Tischler, Gr.-Borstel, Warnckesweg, 31, ✉ 20 bbox=[509, 430, 813, 464]
previous-page-fragment: 19 bbox=[2, 909, 13, 921]
directory-entry: Cortes, Roberto, Dr., General-Consul v. Costarica, Klopstockstr. 15, ✉ 36 bbox=[1139, 1634, 1443, 1668]
directory-entry: — Wilh., Ewerführer, Olgastr. 14, ✉ 1 bbox=[1139, 1307, 1365, 1324]
previous-page-fragment: eer bbox=[2, 759, 16, 771]
previous-page-fragment: 50, bbox=[2, 639, 16, 651]
directory-entry: — Heinrich, Kellner, Grindelhof 89, H. 8, ✉ 13 bbox=[1139, 206, 1419, 223]
directory-entry: Corssen Wwe. E., Charlottenstr. 16, ✉ 19 bbox=[1139, 1410, 1383, 1427]
directory-entry: — W. A., Vertretungen, Bst: v. Pl. 59, ☎ V, 1967, Kaiser Wilhelm-Str. 82, ✉ 36, Wohn: Heimweg 3, ✉ 13 bbox=[824, 309, 1128, 361]
directory-columns bbox=[188, 172, 1450, 1942]
directory-entry: — Carl, Opernsänger, Mittelstr. 58, ✉ 26 bbox=[193, 292, 435, 309]
directory-entry: — Carl, Wagenführ., Schrammsweg 19, H. 5, ✉ 20 bbox=[509, 412, 809, 429]
directory-entry: — J. H., Maler, Wielandstr. 33, H. 1, ✉ 23 bbox=[193, 1186, 442, 1203]
directory-entry: ⊙ Carl Corleis IR, Südfrüchte-Import, BCto: Vereinsb., Bst: zw. Pl. 15 A. u. 16 A., T-Adr: Traubenhaus, Lastropsweg 5, ✉ 19 bbox=[824, 636, 1128, 687]
directory-entry: — C. G. A., Bur.-Assist., Angerstr. 24, ✉ 24 bbox=[509, 1634, 769, 1651]
directory-entry: — F. N. H., Schornsteinfegermstr., Venusberg 33, ✉ 9 bbox=[193, 653, 498, 687]
previous-page-fragment: la- bbox=[2, 1029, 14, 1041]
directory-entry: ⊙ H. Corleis, IR, Agentur u. Commiss., BCto: Vereinsb., ☎ V, 8670, Claus-Groth-Str. 94, ✉ 25 bbox=[824, 688, 1128, 739]
directory-entry: — Ludw., Harmonikaspieler, Heitmannstr. 25, ✉ 22 bbox=[193, 1290, 498, 1307]
header-last-entry: Cortrie bbox=[1070, 110, 1156, 140]
directory-entry: — Johannes, Steuerm., Karpfangerstr. 22, ✉ 9 bbox=[824, 1186, 1096, 1203]
directory-entry: Cornelius, A., Nagelsweg 51, ✉ 15 bbox=[824, 1513, 1030, 1530]
directory-entry: ⊙ G. Cords, IR, Lotteriegesch., BCto: Nordd. B., ☎ I, 2919, Deichstr. 8, ✉ 11, Wohn: das. 7, ✉ 11 bbox=[193, 722, 498, 773]
directory-entry: Corradi, Felix, Marktstr. 1a, ✉ 6 bbox=[1139, 825, 1330, 842]
directory-entry: — Heinr., Tabak u. Cig., Altonaerstr. 69, ✉ 6 bbox=[193, 928, 457, 945]
directory-entry: — Wilh., Schuhm., Schröderstiftstr. 10b, ✉ 13 bbox=[509, 1376, 782, 1393]
directory-entry: — W., Maurer, Lohkoppelstr. 1a, ✉ 22 bbox=[509, 567, 736, 584]
directory-entry: Cordt, siehe auch Cordes, Cords, Cordts, Kordes u. Kordts bbox=[509, 344, 813, 378]
directory-entry: — Rudolph, Schlachterei, kl. Schäferkamp 46a, ✉ 6 bbox=[193, 1496, 498, 1530]
directory-entry: Corset — bbox=[1139, 1324, 1196, 1341]
directory-entry: — Carl, Arbtr., Schumannstr. 19, ✉ 21 bbox=[509, 378, 736, 395]
directory-entry: — Otto, Tapezier, Eiffestr. 49, ✉ 15 bbox=[1139, 1273, 1350, 1289]
directory-entry: — Herm., Kutscher, kl. Kielort 6, ✉ 18 bbox=[193, 963, 424, 980]
header-first-entry: Cords bbox=[480, 110, 556, 140]
directory-entry: Corpus Wwe. F., Wäscherei und Plätterei, Schulterblatt 60, H. 5, ✉ 6 bbox=[1139, 756, 1443, 791]
directory-entry: ⊙ G. Julius Cords, IR, BCto: Nordd. B., Bst: Pl. 16, Sitz Catharinenstr. 10, ✉ 8, Wohn: Moorweidenstr. 18, ✉ 36 bbox=[193, 774, 498, 825]
directory-entry: — Wwe. J., Chrysanderstr. 5, ✉ 31 bbox=[824, 1651, 1031, 1668]
directory-entry: — Joh., Beamter, Collaustr. 13, ✉ 31 bbox=[824, 774, 1042, 791]
directory-entry: — W., Viehhof-Vice, Langenfelderdamm 8, ✉ 31 bbox=[193, 1531, 483, 1548]
previous-page-fragment: h, bbox=[2, 1119, 11, 1131]
previous-page-fragment: ds- bbox=[2, 1089, 16, 1101]
directory-entry: — Emil, Arbtr., Maurienstr. 9, ✉ 33 bbox=[509, 464, 720, 481]
directory-entry: — J. H., Arbtr., Herrenweide 11, Hths., ✉ 34 bbox=[193, 1204, 456, 1221]
directory-entry: — Heinr., Kutscher, Hammerbrookstr. 97, ✉ 15 bbox=[824, 1238, 1104, 1255]
directory-entry: Corswandt, H., Lehrer, Hudtwalckerstr. 29, ✉ 39 bbox=[1139, 1496, 1426, 1513]
directory-entry: — J. D., Privatier, Bürgerstr. 6, ✉ 22 bbox=[1139, 1152, 1356, 1169]
directory-entry: — Wwe. J., a. d. Sternschanze 29, ✉ 6 bbox=[824, 739, 1051, 756]
directory-entry: Cornehl, A., Brothdlg., Hammerlandstr. 16, ✉ 26 bbox=[824, 1204, 1112, 1221]
directory-entry: Cortnumme, W., Kutscher, Louisenweg 145, ✉ 23 bbox=[1139, 1720, 1434, 1737]
directory-entry: Corleisen, Herm., Arbtr., Hopfenstr. 9, ✉ 4 bbox=[824, 842, 1075, 859]
previous-page-fragment: its, bbox=[2, 1629, 16, 1641]
